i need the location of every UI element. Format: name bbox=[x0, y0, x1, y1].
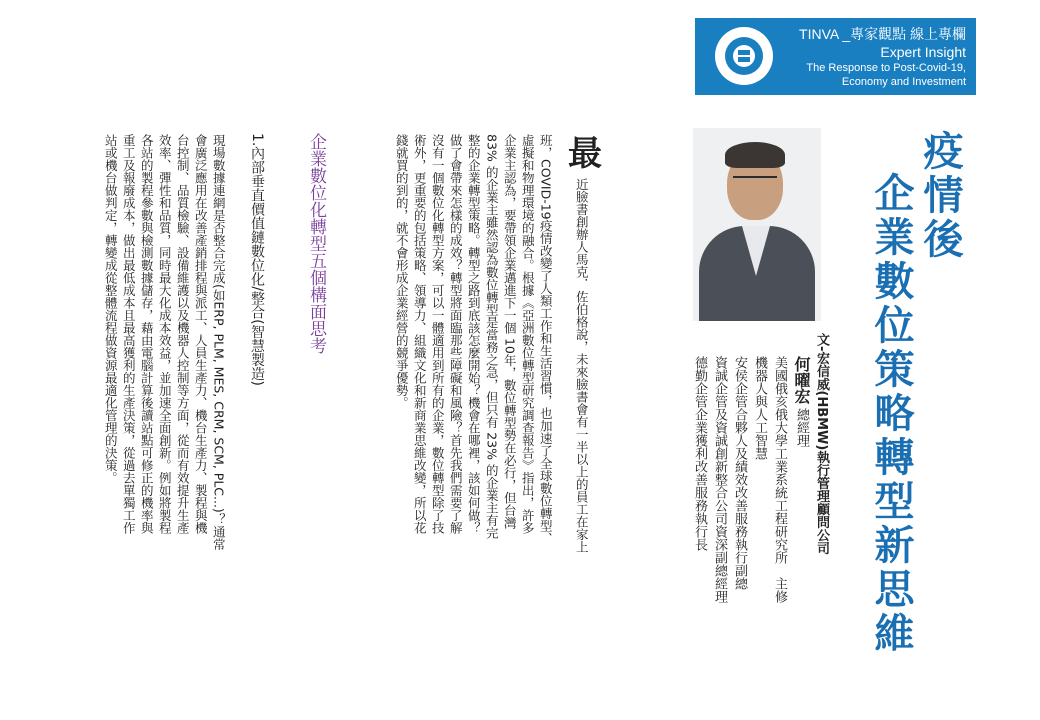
intro-column: 83% 的企業主雖然認為數位轉型是當務之急，但只有 23% 的企業主有完 bbox=[484, 134, 500, 539]
banner-expert-insight: Expert Insight bbox=[880, 44, 966, 60]
banner-subtitle-1: The Response to Post-Covid-19, bbox=[806, 62, 966, 74]
tinva-logo-icon bbox=[715, 27, 773, 85]
column-banner bbox=[695, 18, 976, 95]
intro-column: 近臉書創辦人馬克．佐伯格說，未來臉書會有一半以上的員工在家上 bbox=[574, 178, 590, 553]
author-name-line bbox=[792, 356, 811, 447]
section-column: 各站的製程參數與檢測數據儲存，藉由電腦計算後讀站點可修正的機率與 bbox=[139, 134, 155, 534]
intro-column: 做了會帶來怎樣的成效？轉型將面臨那些障礙和風險？首先我們需要了解 bbox=[448, 134, 464, 534]
section-column: 台控制、品質檢驗、設備維護以及機器人控制等方面，從而有效提升生產 bbox=[175, 134, 191, 534]
author-name: 何曜宏 bbox=[792, 356, 811, 404]
section-column: 現場數據連網是否整合完成(如ERP, PLM, MES, CRM, SCM, PLC...)？通常 bbox=[211, 134, 227, 551]
author-credential: 機器人與人工智慧 bbox=[752, 356, 767, 460]
author-credential: 美國俄亥俄大學工業系統工程研究所 主修 bbox=[772, 356, 787, 603]
author-photo bbox=[693, 128, 821, 321]
intro-column: 整的企業轉型策略。轉型之路到底該怎麼開始？機會在哪裡，該如何做？ bbox=[466, 134, 482, 534]
intro-column: 班，COVID-19疫情改變了人類工作和生活習慣，也加速了全球數位轉型、 bbox=[538, 134, 554, 545]
drop-cap: 最 bbox=[568, 134, 602, 174]
author-credential: 德勤企管企業獲利改善服務執行長 bbox=[692, 356, 707, 551]
subsection-heading: 1.內部垂直價值鏈數位化/整合(智慧製造) bbox=[249, 133, 265, 386]
author-title: 總經理 bbox=[794, 404, 809, 448]
intro-column: 術外，更重要的包括策略、領導力、組織文化和新商業思維改變，所以花 bbox=[412, 134, 428, 534]
author-credential: 安侯企管合夥人及績效改善服務執行副總 bbox=[732, 356, 747, 590]
section-heading: 企業數位化轉型五個構面思考 bbox=[306, 133, 326, 354]
intro-column: 企業主認為，要帶領企業邁進下一個 10年，數位轉型勢在必行，但台灣 bbox=[502, 134, 518, 529]
banner-column-name: TINVA _專家觀點 線上專欄 bbox=[799, 26, 966, 42]
section-column: 站或機台做判定，轉變成從整體流程做資源最適化管理的決策。 bbox=[103, 134, 119, 484]
section-column: 效率、彈性和品質，同時最大化成本效益，並加速全面創新。例如將製程 bbox=[157, 134, 173, 534]
author-byline: 文-宏信威(HBMW)執行管理顧問公司 bbox=[814, 333, 829, 555]
banner-subtitle-2: Economy and Investment bbox=[841, 76, 966, 88]
section-column: 重工及報廢成本，做出最低成本且最高獲利的生產決策，從過去單獨工作 bbox=[121, 134, 137, 534]
article-title-line2: 企業數位策略轉型新思維 bbox=[868, 172, 914, 656]
author-credential: 資誠企管及資誠創新整合公司資深副總經理 bbox=[712, 356, 727, 603]
article-title-line1: 疫情後 bbox=[917, 130, 963, 262]
section-column: 會廣泛應用在改善產銷排程與派工、人員生產力、機台生產力、製程與機 bbox=[193, 134, 209, 534]
intro-column: 沒有一個數位化轉型方案，可以一體適用到所有的企業，數位轉型除了技 bbox=[430, 134, 446, 534]
intro-column: 虛擬和物理環境的融合。根據《亞洲數位轉型研究調查報告》指出，許多 bbox=[520, 134, 536, 534]
intro-column: 錢就買的到的，就不會形成企業經營的競爭優勢。 bbox=[394, 134, 410, 409]
